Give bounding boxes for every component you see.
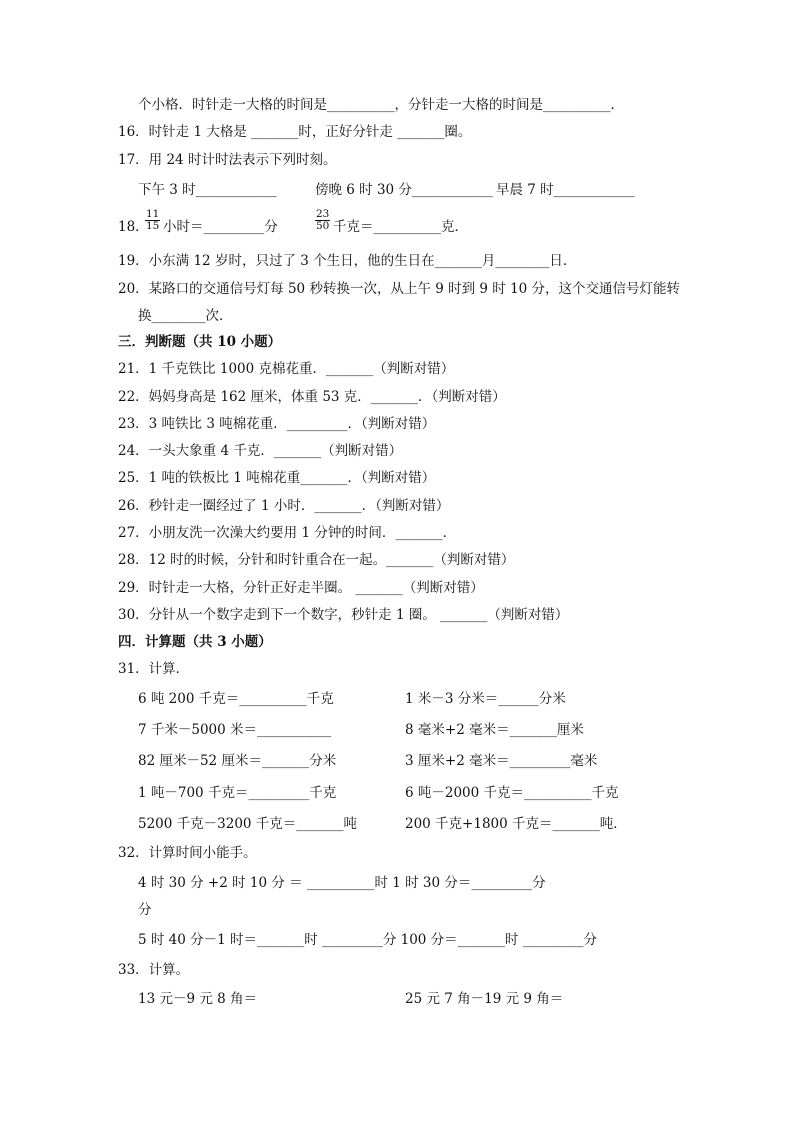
question-20: 20．某路口的交通信号灯每 50 秒转换一次，从上午 9 时到 9 时 10 分，这个交通信号灯能转	[118, 281, 681, 297]
question-31-item-7: 1 吨－700 千克＝_________千克	[138, 785, 337, 801]
question-31-item-2: 1 米－3 分米＝______分米	[405, 691, 566, 707]
question-31-item-9: 5200 千克－3200 千克＝_______吨	[138, 816, 358, 832]
question-33-item-1: 13 元－9 元 8 角＝	[138, 991, 258, 1007]
question-18-part-b: 千克＝__________克．	[333, 219, 468, 235]
question-21: 21．1 千克铁比 1000 克棉花重．_______（判断对错）	[118, 361, 455, 377]
question-17: 17．用 24 时计时法表示下列时刻。	[118, 152, 337, 168]
question-31-item-6: 3 厘米+2 毫米＝_________毫米	[405, 753, 598, 769]
question-31-item-5: 82 厘米－52 厘米＝_______分米	[138, 753, 337, 769]
question-32: 32．计算时间小能手。	[118, 845, 257, 861]
question-27: 27．小朋友洗一次澡大约要用 1 分钟的时间．_______．	[118, 525, 457, 541]
question-32-item-2: 5 时 40 分－1 时＝_______时 _________分 100 分＝_______时 _________分	[138, 932, 597, 948]
question-31-item-8: 6 吨－2000 千克＝__________千克	[405, 785, 619, 801]
question-28: 28．12 时的时候，分针和时针重合在一起。_______（判断对错）	[118, 552, 515, 568]
fraction-denominator: 50	[316, 220, 330, 232]
question-32-item-1-continued: 分	[138, 902, 152, 918]
question-31-item-3: 7 千米－5000 米＝___________	[138, 722, 332, 738]
question-17-item-b: 傍晚 6 时 30 分____________	[315, 182, 493, 198]
question-17-item-c: 早晨 7 时____________	[496, 182, 635, 198]
question-32-item-1: 4 时 30 分 +2 时 10 分 ＝ __________时 1 时 30 分＝_________分	[138, 875, 546, 891]
question-30: 30．分针从一个数字走到下一个数字，秒针走 1 圈。 _______（判断对错）	[118, 607, 569, 623]
question-31-item-10: 200 千克+1800 千克＝_______吨．	[405, 816, 627, 832]
question-29: 29．时针走一大格，分针正好走半圈。 _______（判断对错）	[118, 580, 484, 596]
question-25: 25．1 吨的铁板比 1 吨棉花重_______．（判断对错）	[118, 470, 436, 486]
question-16: 16．时针走 1 大格是 _______时，正好分针走 _______圈。	[118, 124, 472, 140]
question-20-continued: 换________次．	[138, 308, 233, 324]
question-31-item-4: 8 毫米+2 毫米＝_______厘米	[405, 722, 584, 738]
fraction-denominator: 15	[146, 220, 160, 232]
line-q15-continued: 个小格．时针走一大格的时间是__________，分针走一大格的时间是__________．	[138, 97, 624, 113]
question-17-item-a: 下午 3 时____________	[138, 182, 277, 198]
section-3-heading: 三．判断题（共 10 小题）	[118, 334, 282, 350]
question-31: 31．计算．	[118, 661, 190, 677]
fraction-23-50	[315, 209, 330, 232]
section-4-heading: 四．计算题（共 3 小题）	[118, 634, 272, 650]
question-18-part-a: 小时＝_________分	[163, 219, 278, 235]
question-24: 24．一头大象重 4 千克．_______（判断对错）	[118, 443, 403, 459]
question-19: 19．小东满 12 岁时，只过了 3 个生日，他的生日在_______月________日．	[118, 253, 577, 269]
fraction-numerator: 11	[146, 208, 160, 220]
fraction-11-15	[145, 209, 160, 232]
fraction-numerator: 23	[316, 208, 330, 220]
question-23: 23．3 吨铁比 3 吨棉花重．_________．（判断对错）	[118, 416, 436, 432]
question-31-item-1: 6 吨 200 千克＝__________千克	[138, 691, 334, 707]
question-33: 33．计算。	[118, 962, 190, 978]
question-18-label: 18．	[118, 219, 149, 235]
question-33-item-2: 25 元 7 角－19 元 9 角＝	[405, 991, 564, 1007]
question-22: 22．妈妈身高是 162 厘米，体重 53 克．_______．（判断对错）	[118, 389, 506, 405]
question-26: 26．秒针走一圈经过了 1 小时．_______．（判断对错）	[118, 498, 450, 514]
